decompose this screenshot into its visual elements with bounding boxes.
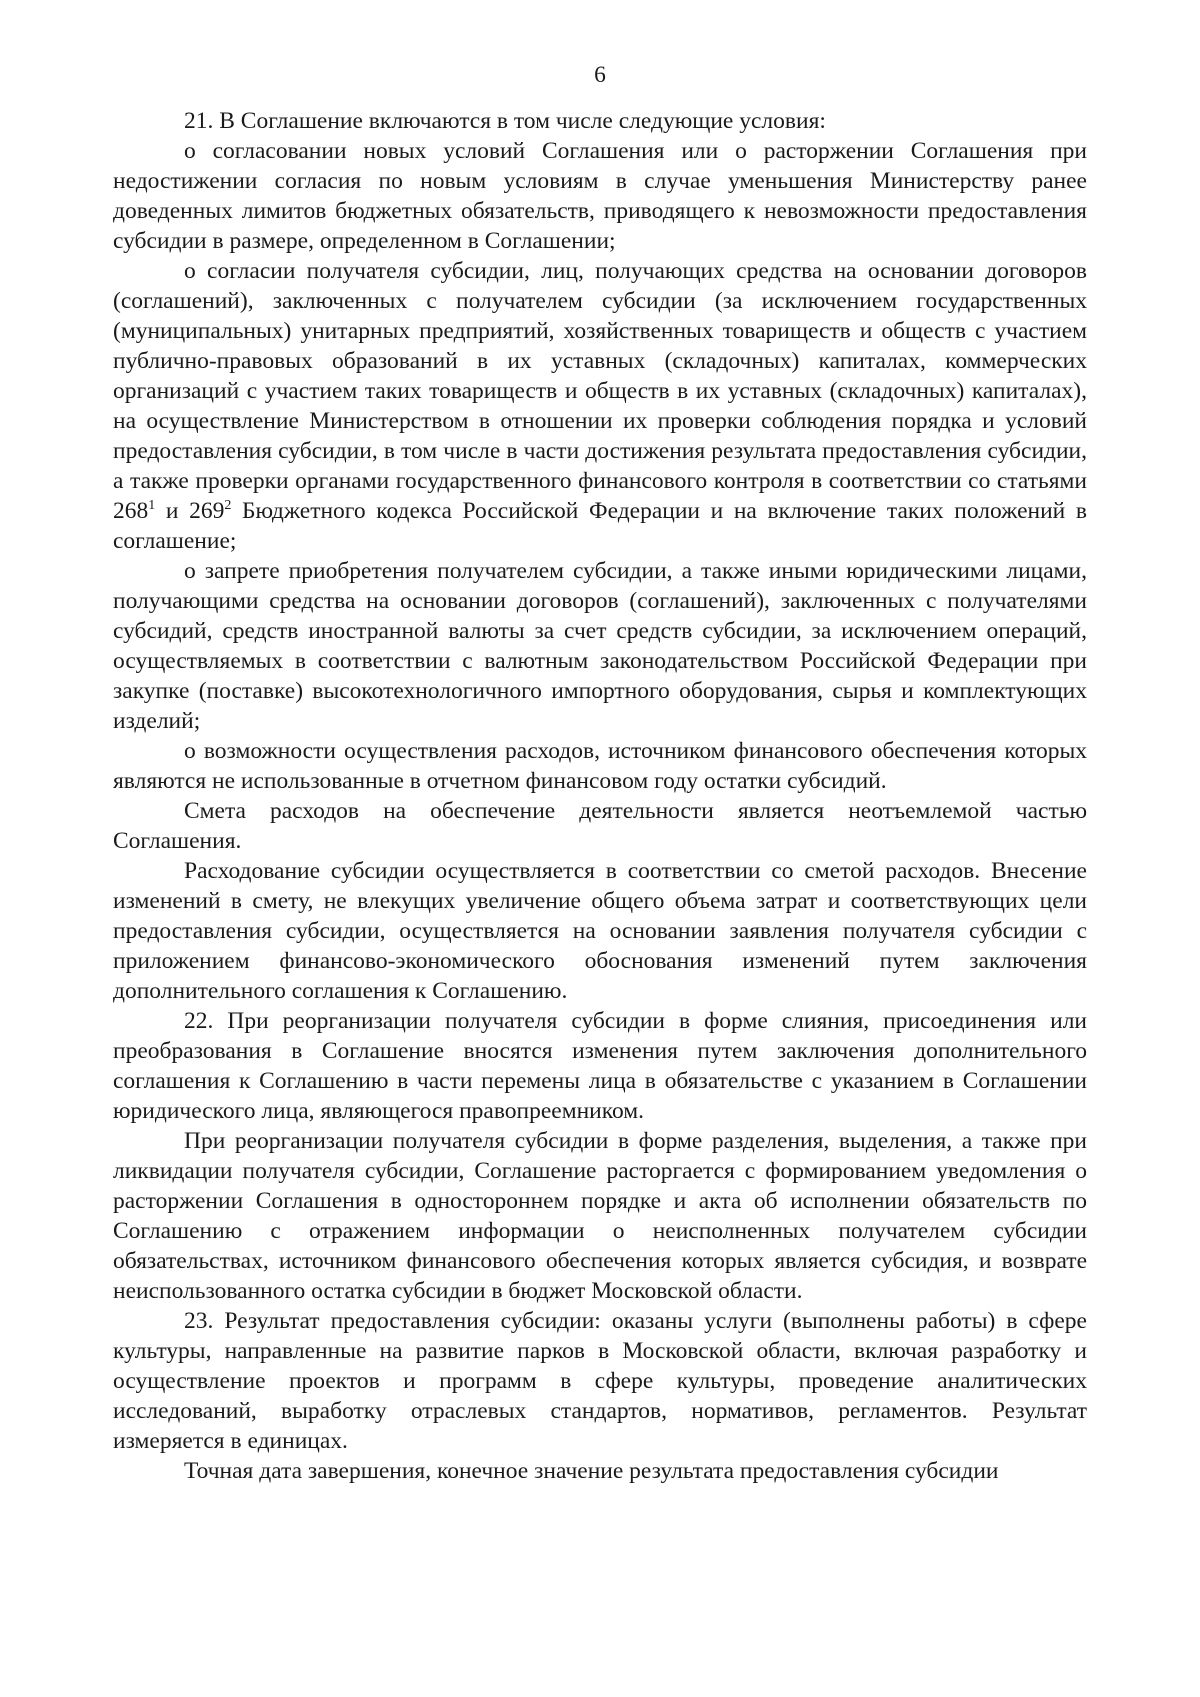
paragraph-estimate: Смета расходов на обеспечение деятельности является неотъемлемой частью Соглашения. xyxy=(113,798,1087,854)
paragraph-completion-date: Точная дата завершения, конечное значение результата предоставления субсидии xyxy=(184,1458,999,1484)
paragraph-condition-agreement: о согласовании новых условий Соглашения или о расторжении Соглашения при недостижении согласия по новым условиям в случае уменьшения Министерству ранее доведенных лимитов бюджетных обязательств, приводящего к невозможности предоставления субсидии в размере, определенном в Соглашении; xyxy=(113,138,1087,254)
paragraph-21: 21. В Соглашение включаются в том числе следующие условия: xyxy=(184,108,826,134)
paragraph-condition-consent xyxy=(113,256,1087,556)
paragraph-liquidation: При реорганизации получателя субсидии в форме разделения, выделения, а также при ликвидации получателя субсидии, Соглашение расторгается с формированием уведомления о расторжении Соглашения в одностороннем порядке и акта об исполнении обязательств по Соглашению с отражением информации о неисполненных получателем субсидии обязательствах, источником финансового обеспечения которых является субсидия, и возврате неиспользованного остатка субсидии в бюджет Московской области. xyxy=(113,1128,1087,1304)
document-page xyxy=(113,60,1087,1660)
paragraph-condition-prohibition: о запрете приобретения получателем субсидии, а также иными юридическими лицами, получающими средства на основании договоров (соглашений), заключенных с получателями субсидий, средств иностранной валюты за счет средств субсидии, за исключением операций, осуществляемых в соответствии с валютным законодательством Российской Федерации при закупке (поставке) высокотехнологичного импортного оборудования, сырья и комплектующих изделий; xyxy=(113,558,1087,734)
paragraph-23: 23. Результат предоставления субсидии: оказаны услуги (выполнены работы) в сфере культуры, направленные на развитие парков в Московской области, включая разработку и осуществление проектов и программ в сфере культуры, проведение аналитических исследований, выработку отраслевых стандартов, нормативов, регламентов. Результат измеряется в единицах. xyxy=(113,1308,1087,1454)
paragraph-spending: Расходование субсидии осуществляется в соответствии со сметой расходов. Внесение изменений в смету, не влекущих увеличение общего объема затрат и соответствующих цели предоставления субсидии, осуществляется на основании заявления получателя субсидии с приложением финансово-экономического обоснования изменений путем заключения дополнительного соглашения к Соглашению. xyxy=(113,858,1087,1004)
consent-text-mid: и 269 xyxy=(155,498,225,524)
consent-text-tail: Бюджетного кодекса Российской Федерации и на включение таких положений в соглашение; xyxy=(113,498,1087,554)
footnote-superscript: 2 xyxy=(224,498,232,514)
consent-text: о согласии получателя субсидии, лиц, получающих средства на основании договоров (соглашений), заключенных с получателем субсидии (за исключением государственных (муниципальных) унитарных предприятий, хозяйственных товариществ и обществ с участием публично-правовых образований в их уставных (складочных) капиталах, коммерческих организаций с участием таких товариществ и обществ в их уставных (складочных) капиталах), на осуществление Министерством в отношении их проверки соблюдения порядка и условий предоставления субсидии, в том числе в части достижения результата предоставления субсидии, а также проверки органами государственного финансового контроля в соответствии со статьями 268 xyxy=(113,258,1087,524)
footnote-superscript: 1 xyxy=(148,498,156,514)
page-number: 6 xyxy=(594,62,606,88)
paragraph-condition-expenses: о возможности осуществления расходов, источником финансового обеспечения которых являются не использованные в отчетном финансовом году остатки субсидий. xyxy=(113,738,1087,794)
paragraph-22: 22. При реорганизации получателя субсидии в форме слияния, присоединения или преобразования в Соглашение вносятся изменения путем заключения дополнительного соглашения к Соглашению в части перемены лица в обязательстве с указанием в Соглашении юридического лица, являющегося правопреемником. xyxy=(113,1008,1087,1124)
